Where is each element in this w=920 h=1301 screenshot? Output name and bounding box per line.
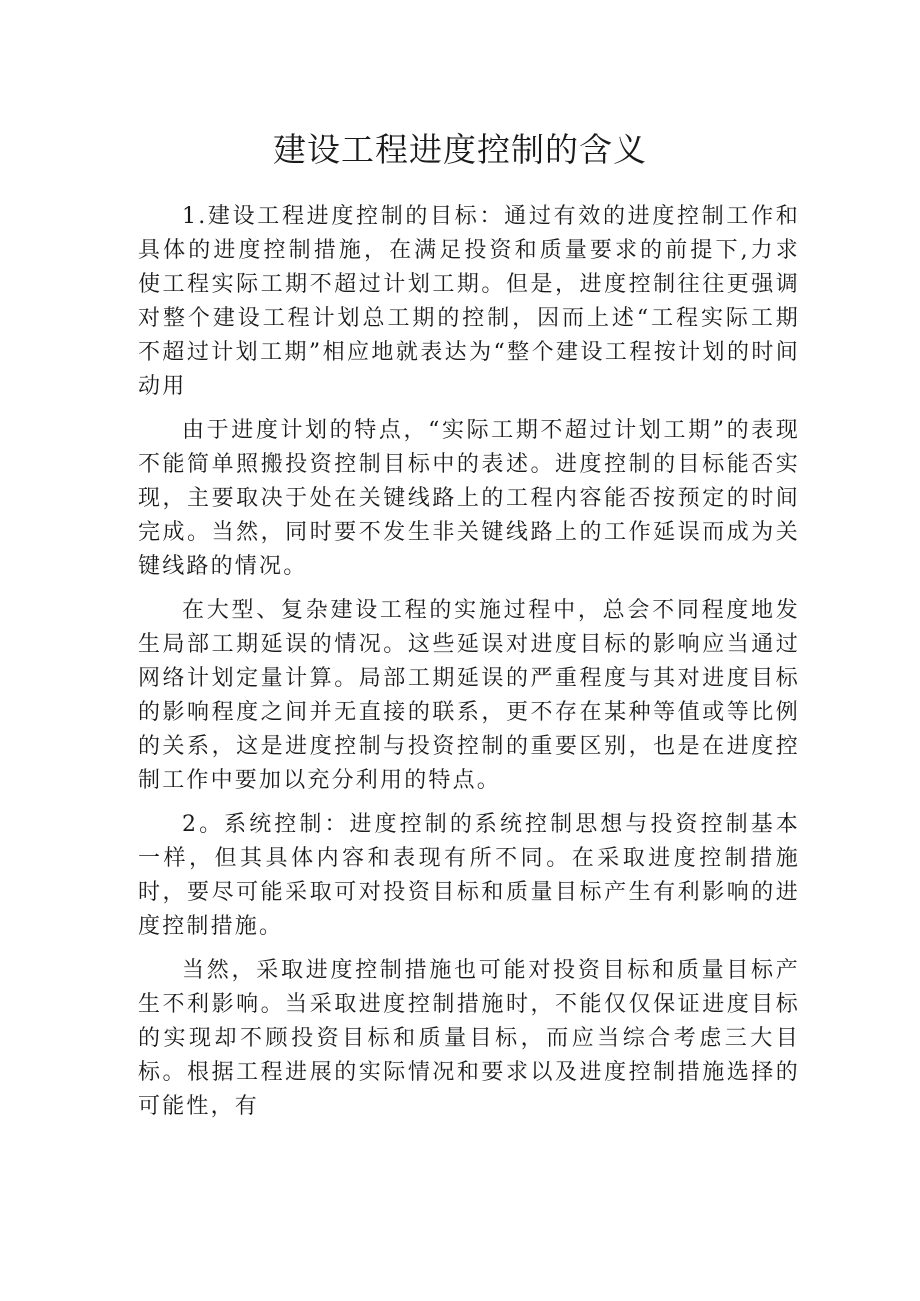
- document-body: [138, 200, 800, 1134]
- paragraph-5: 当然，采取进度控制措施也可能对投资目标和质量目标产生不利影响。当采取进度控制措施时，不能仅仅保证进度目标的实现却不顾投资目标和质量目标，而应当综合考虑三大目标。根据工程进展的实际情况和要求以及进度控制措施选择的可能性，有: [138, 958, 800, 1119]
- paragraph-1: 1.建设工程进度控制的目标：通过有效的进度控制工作和具体的进度控制措施，在满足投资和质量要求的前提下,力求使工程实际工期不超过计划工期。但是，进度控制往往更强调对整个建设工程计划总工期的控制，因而上述“工程实际工期不超过计划工期”相应地就表达为“整个建设工程按计划的时间动用: [138, 204, 800, 399]
- paragraph-4: 2。系统控制：进度控制的系统控制思想与投资控制基本一样，但其具体内容和表现有所不同。在采取进度控制措施时，要尽可能采取可对投资目标和质量目标产生有利影响的进度控制措施。: [138, 812, 800, 939]
- document-title: 建设工程进度控制的含义: [273, 130, 647, 169]
- paragraph-3: 在大型、复杂建设工程的实施过程中，总会不同程度地发生局部工期延误的情况。这些延误对进度目标的影响应当通过网络计划定量计算。局部工期延误的严重程度与其对进度目标的影响程度之间并无直接的联系，更不存在某种等值或等比例的关系，这是进度控制与投资控制的重要区别，也是在进度控制工作中要加以充分利用的特点。: [138, 598, 800, 793]
- paragraph-2: 由于进度计划的特点，“实际工期不超过计划工期”的表现不能简单照搬投资控制目标中的表述。进度控制的目标能否实现，主要取决于处在关键线路上的工程内容能否按预定的时间完成。当然，同时要不发生非关键线路上的工作延误而成为关键线路的情况。: [138, 418, 800, 579]
